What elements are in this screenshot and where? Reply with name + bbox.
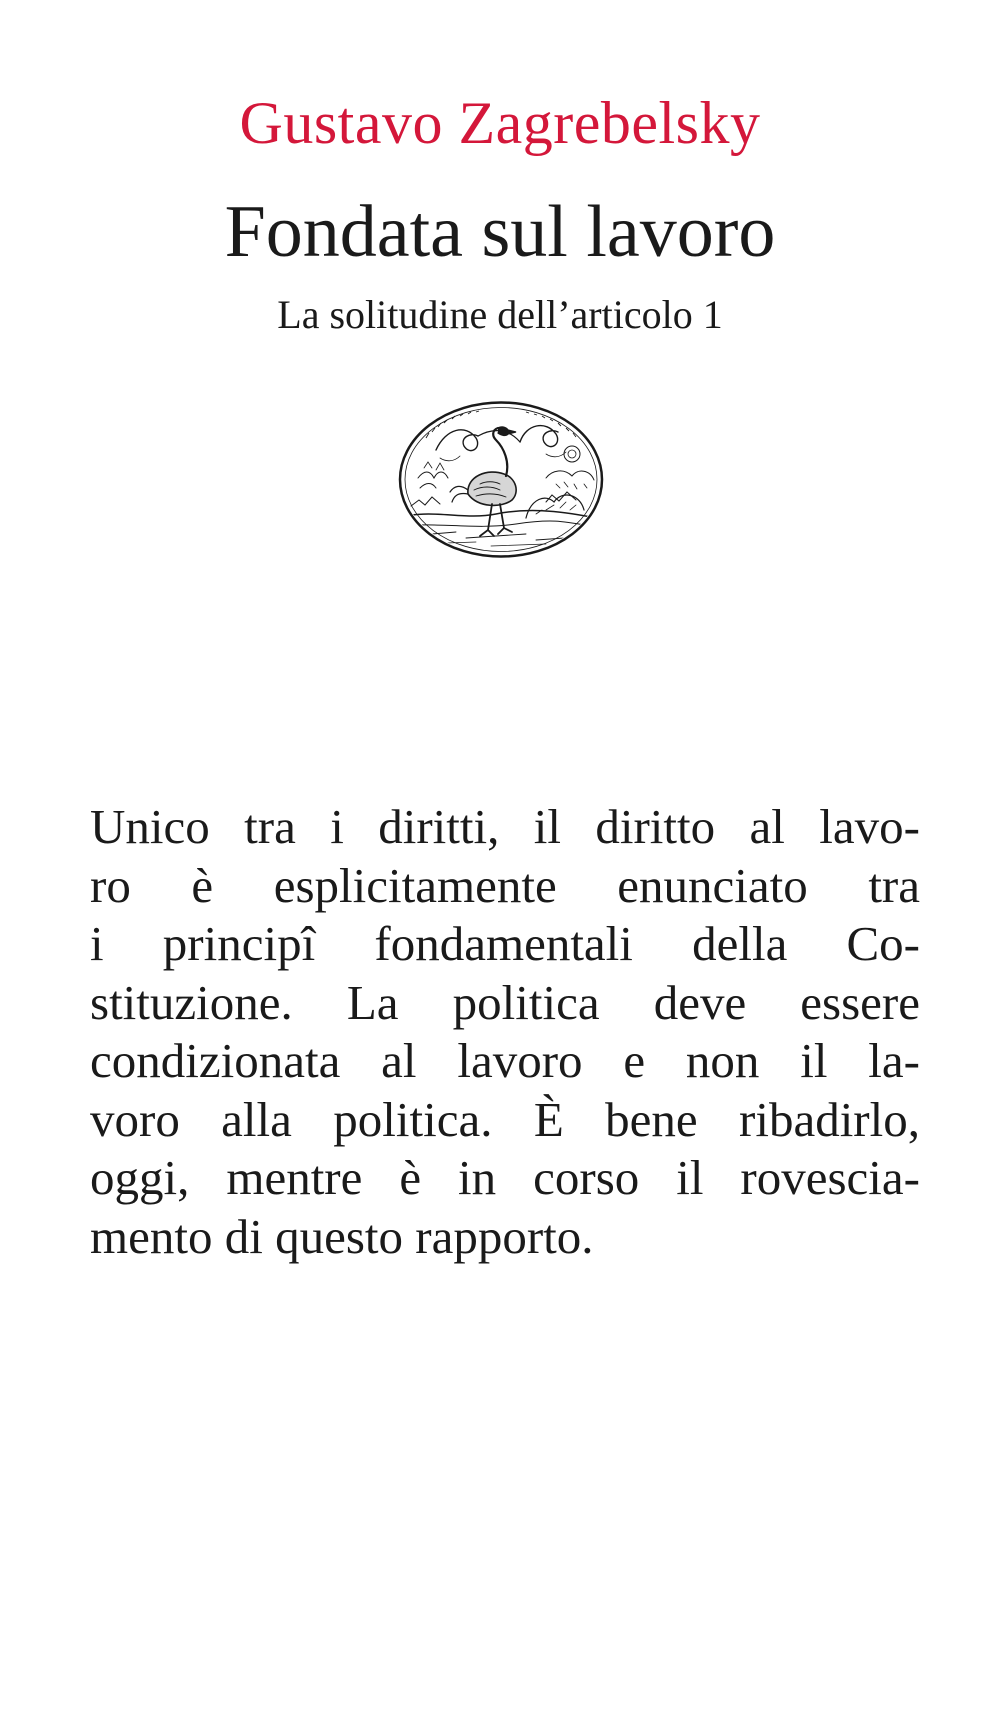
ostrich-emblem-icon [396,398,606,561]
blurb-line: ro è esplicitamente enunciato tra [90,857,920,913]
blurb-line: stituzione. La politica deve essere [90,974,920,1030]
blurb-line: condizionata al lavoro e non il la- [90,1033,920,1088]
blurb-line: Unico tra i diritti, il diritto al lavo- [90,799,920,854]
blurb-line: mento di questo rapporto. [90,1208,594,1264]
blurb-line: oggi, mentre è in corso il rovescia- [90,1150,920,1205]
book-title: Fondata sul lavoro [224,191,776,273]
cover-blurb [90,798,920,1266]
blurb-line: i principî fondamentali della Co- [90,916,920,971]
book-subtitle: La solitudine dell’articolo 1 [277,292,723,337]
blurb-line: voro alla politica. È bene ribadirlo, [90,1091,920,1147]
author-name: Gustavo Zagrebelsky [239,90,761,156]
